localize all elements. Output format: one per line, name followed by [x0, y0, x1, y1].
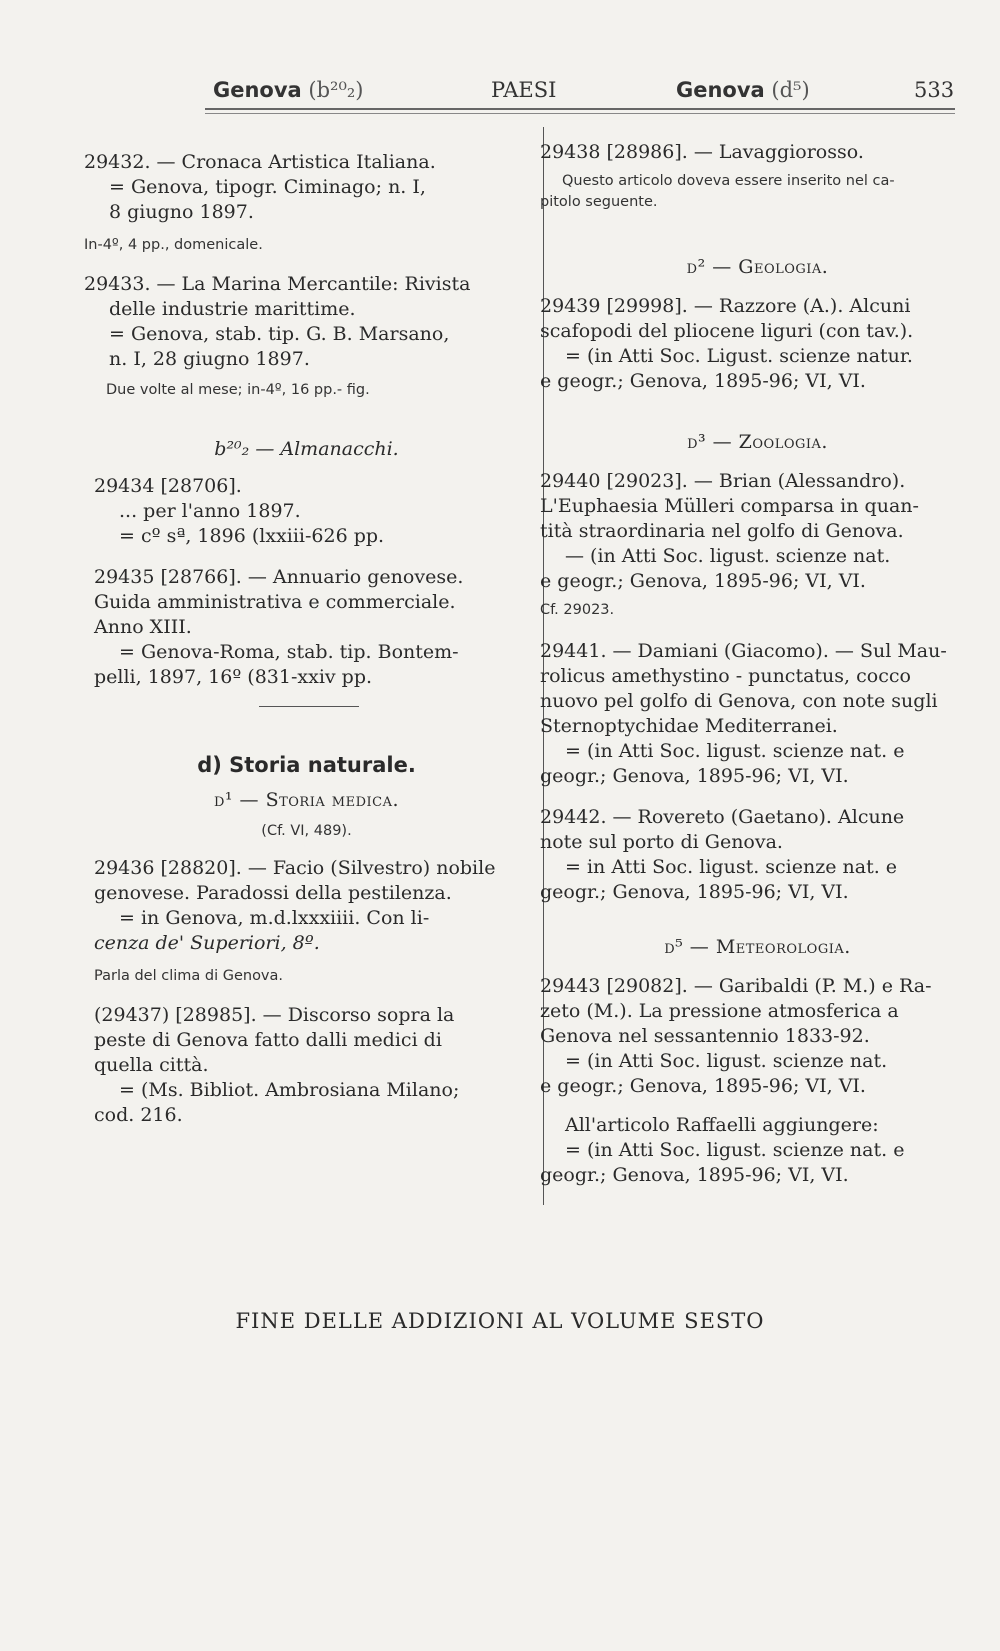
- entry-line: n. I, 28 giugno 1897.: [109, 348, 310, 370]
- subsection-almanacchi: b²⁰₂ — Almanacchi.: [214, 438, 399, 460]
- subsection-geologia: d² — Geologia.: [686, 256, 829, 278]
- entry-line: 29432. — Cronaca Artistica Italiana.: [84, 151, 436, 173]
- entry-line: = (in Atti Soc. ligust. scienze nat. e: [565, 1139, 905, 1161]
- entry-line: L'Euphaesia Mülleri comparsa in quan-: [540, 495, 919, 517]
- entry-line: = (in Atti Soc. ligust. scienze nat. e: [565, 740, 905, 762]
- entry-line: Guida amministrativa e commerciale.: [94, 591, 456, 613]
- entry-line: 29433. — La Marina Mercantile: Rivista: [84, 273, 471, 295]
- entry-line: ... per l'anno 1897.: [119, 500, 301, 522]
- entry-29434: [84, 474, 529, 549]
- entry-line: = cº sª, 1896 (lxxiii-626 pp.: [119, 525, 385, 547]
- entry-line: 29440 [29023]. — Brian (Alessandro).: [540, 470, 906, 492]
- entry-29433: [84, 272, 529, 401]
- entry-29439: [540, 294, 975, 394]
- entry-29441: [540, 639, 975, 789]
- entry-line: 29439 [29998]. — Razzore (A.). Alcuni: [540, 295, 911, 317]
- entry-line: 29438 [28986]. — Lavaggiorosso.: [540, 141, 864, 163]
- entry-line: 29442. — Rovereto (Gaetano). Alcune: [540, 806, 905, 828]
- entry-note: Cf. 29023.: [540, 602, 615, 618]
- entry-line: rolicus amethystino - punctatus, cocco: [540, 665, 911, 687]
- entry-line: (29437) [28985]. — Discorso sopra la: [94, 1004, 455, 1026]
- running-header-right: [676, 78, 810, 102]
- entry-line: 29436 [28820]. — Facio (Silvestro) nobile: [94, 857, 496, 879]
- entry-line: geogr.; Genova, 1895-96; VI, VI.: [540, 1164, 849, 1186]
- entry-line: Sternoptychidae Mediterranei.: [540, 715, 838, 737]
- running-header-left: [213, 78, 364, 102]
- entry-note: pitolo seguente.: [540, 194, 658, 210]
- subsection-zoologia: d³ — Zoologia.: [687, 431, 828, 453]
- entry-line: quella città.: [94, 1054, 209, 1076]
- entry-line: geogr.; Genova, 1895-96; VI, VI.: [540, 765, 849, 787]
- entry-line: = (in Atti Soc. ligust. scienze nat.: [565, 1050, 888, 1072]
- left-column: [84, 150, 529, 1128]
- entry-line: Genova nel sessantennio 1833-92.: [540, 1025, 870, 1047]
- entry-note: In-4º, 4 pp., domenicale.: [84, 237, 263, 253]
- entry-line: geogr.; Genova, 1895-96; VI, VI.: [540, 881, 849, 903]
- entry-line: genovese. Paradossi della pestilenza.: [94, 882, 452, 904]
- header-left-note: (b²⁰₂): [308, 78, 364, 102]
- subsection-meteorologia: d⁵ — Meteorologia.: [664, 936, 851, 958]
- entry-line: = Genova, tipogr. Ciminago; n. I,: [109, 176, 426, 198]
- entry-line: e geogr.; Genova, 1895-96; VI, VI.: [540, 1075, 866, 1097]
- entry-line: All'articolo Raffaelli aggiungere:: [565, 1114, 879, 1136]
- header-right-title: Genova: [676, 78, 765, 102]
- entry-line: zeto (M.). La pressione atmosferica a: [540, 1000, 899, 1022]
- entry-note: Due volte al mese; in-4º, 16 pp.- fig.: [106, 382, 370, 398]
- section-storia-naturale: d) Storia naturale.: [197, 753, 416, 777]
- closing-caption: FINE DELLE ADDIZIONI AL VOLUME SESTO: [235, 1309, 765, 1333]
- entry-line: = in Genova, m.d.lxxxiiii. Con li-: [119, 907, 430, 929]
- running-header-center: PAESI: [491, 78, 557, 102]
- entry-line: scafopodi del pliocene liguri (con tav.).: [540, 320, 914, 342]
- entry-line: = in Atti Soc. ligust. scienze nat. e: [565, 856, 898, 878]
- entry-29436: [84, 856, 529, 987]
- entry-line: 29441. — Damiani (Giacomo). — Sul Mau-: [540, 640, 947, 662]
- entry-line: 29434 [28706].: [94, 475, 242, 497]
- entry-line: — (in Atti Soc. ligust. scienze nat.: [565, 545, 891, 567]
- page-number: 533: [914, 78, 955, 102]
- entry-line: nuovo pel golfo di Genova, con note sugli: [540, 690, 938, 712]
- entry-line: = Genova, stab. tip. G. B. Marsano,: [109, 323, 450, 345]
- entry-line: = Genova-Roma, stab. tip. Bontem-: [119, 641, 459, 663]
- entry-line: Anno XIII.: [94, 616, 192, 638]
- header-rule-thin: [205, 113, 955, 114]
- entry-29443: [540, 974, 975, 1099]
- entry-line: e geogr.; Genova, 1895-96; VI, VI.: [540, 370, 866, 392]
- addendum-raffaelli: [540, 1113, 975, 1188]
- entry-line: 29443 [29082]. — Garibaldi (P. M.) e Ra-: [540, 975, 932, 997]
- entry-line: = (in Atti Soc. Ligust. scienze natur.: [565, 345, 913, 367]
- entry-29438: [540, 140, 975, 213]
- section-divider: [259, 706, 359, 707]
- entry-note: Parla del clima di Genova.: [94, 968, 284, 984]
- entry-29440: [540, 469, 975, 621]
- entry-line: e geogr.; Genova, 1895-96; VI, VI.: [540, 570, 866, 592]
- entry-line: cenza de' Superiori, 8º.: [94, 932, 320, 954]
- entry-line: = (Ms. Bibliot. Ambrosiana Milano;: [119, 1079, 460, 1101]
- cross-reference: (Cf. VI, 489).: [261, 823, 352, 839]
- entry-line: delle industrie marittime.: [109, 298, 356, 320]
- entry-line: 29435 [28766]. — Annuario genovese.: [94, 566, 464, 588]
- entry-29442: [540, 805, 975, 905]
- entry-line: 8 giugno 1897.: [109, 201, 254, 223]
- entry-line: cod. 216.: [94, 1104, 183, 1126]
- entry-29437: [84, 1003, 529, 1128]
- header-rule: [205, 108, 955, 110]
- entry-line: peste di Genova fatto dalli medici di: [94, 1029, 442, 1051]
- entry-line: tità straordinaria nel golfo di Genova.: [540, 520, 904, 542]
- entry-29435: [84, 565, 529, 690]
- entry-line: note sul porto di Genova.: [540, 831, 783, 853]
- entry-29432: [84, 150, 529, 256]
- entry-line: pelli, 1897, 16º (831-xxiv pp.: [94, 666, 373, 688]
- right-column: [540, 140, 975, 1188]
- subsection-storia-medica: d¹ — Storia medica.: [213, 789, 400, 811]
- header-left-title: Genova: [213, 78, 302, 102]
- entry-note: Questo articolo doveva essere inserito nel ca-: [562, 173, 895, 189]
- header-right-note: (d⁵): [771, 78, 810, 102]
